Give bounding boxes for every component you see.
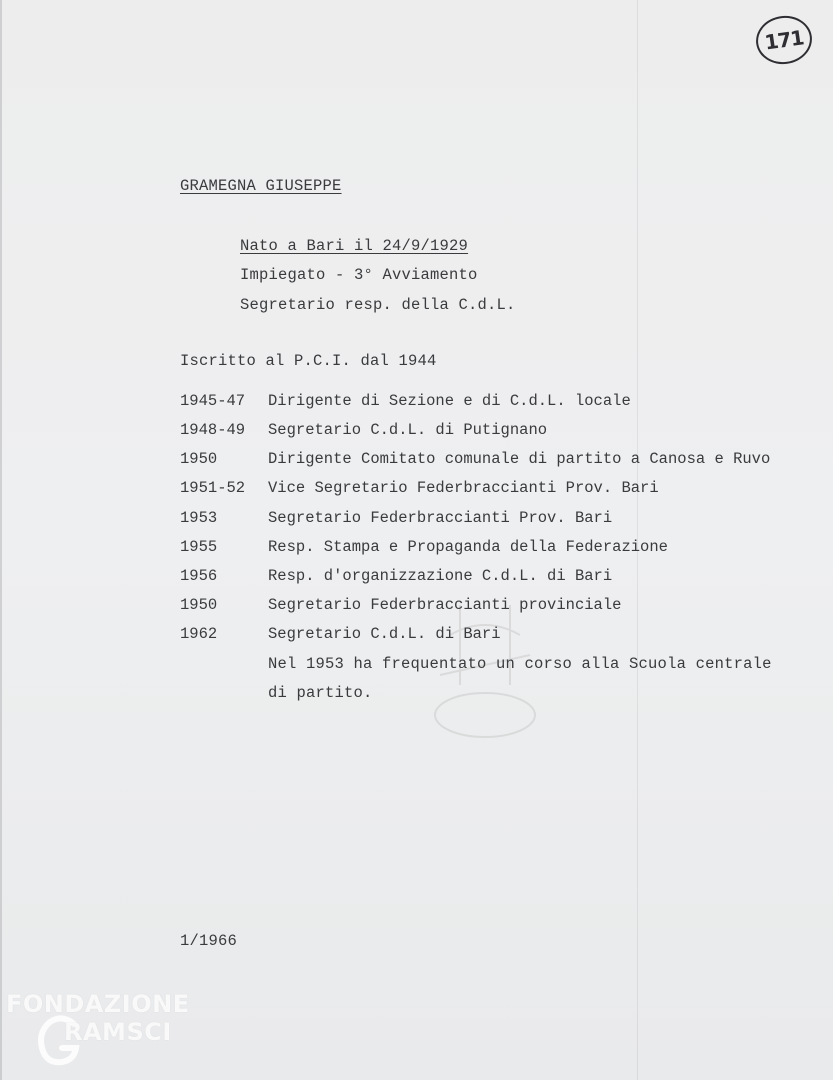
career-desc: Segretario Federbraccianti provinciale [268, 596, 622, 614]
career-year: 1962 [180, 625, 218, 643]
page-number-stamp [753, 12, 815, 67]
fondazione-gramsci-watermark [6, 988, 206, 1072]
page-edge [0, 0, 2, 1080]
career-desc: Dirigente Comitato comunale di partito a Canosa e Ruvo [268, 450, 771, 468]
document-date: 1/1966 [180, 932, 238, 950]
birth-info: Nato a Bari il 24/9/1929 [240, 237, 469, 255]
role-info: Segretario resp. della C.d.L. [240, 296, 516, 314]
career-desc: Vice Segretario Federbraccianti Prov. Bari [268, 479, 659, 497]
career-year: 1956 [180, 567, 218, 585]
watermark-line-1: FONDAZIONE [6, 990, 190, 1018]
page-number: 171 [763, 25, 805, 55]
career-year: 1955 [180, 538, 218, 556]
note-line-1: Nel 1953 ha frequentato un corso alla Scuola centrale [268, 655, 772, 673]
career-year: 1950 [180, 450, 218, 468]
career-year: 1953 [180, 509, 218, 527]
career-desc: Segretario C.d.L. di Bari [268, 625, 501, 643]
job-info: Impiegato - 3° Avviamento [240, 266, 478, 284]
career-year: 1951-52 [180, 479, 246, 497]
person-name: GRAMEGNA GIUSEPPE [180, 177, 342, 195]
career-year: 1948-49 [180, 421, 246, 439]
career-desc: Resp. d'organizzazione C.d.L. di Bari [268, 567, 613, 585]
career-desc: Segretario Federbraccianti Prov. Bari [268, 509, 613, 527]
faded-stamp-icon [420, 575, 550, 745]
note-line-2: di partito. [268, 684, 373, 702]
party-membership: Iscritto al P.C.I. dal 1944 [180, 352, 437, 370]
watermark-line-2: RAMSCI [64, 1018, 172, 1046]
career-desc: Segretario C.d.L. di Putignano [268, 421, 548, 439]
career-desc: Dirigente di Sezione e di C.d.L. locale [268, 392, 631, 410]
career-desc: Resp. Stampa e Propaganda della Federazione [268, 538, 668, 556]
career-year: 1950 [180, 596, 218, 614]
career-year: 1945-47 [180, 392, 246, 410]
